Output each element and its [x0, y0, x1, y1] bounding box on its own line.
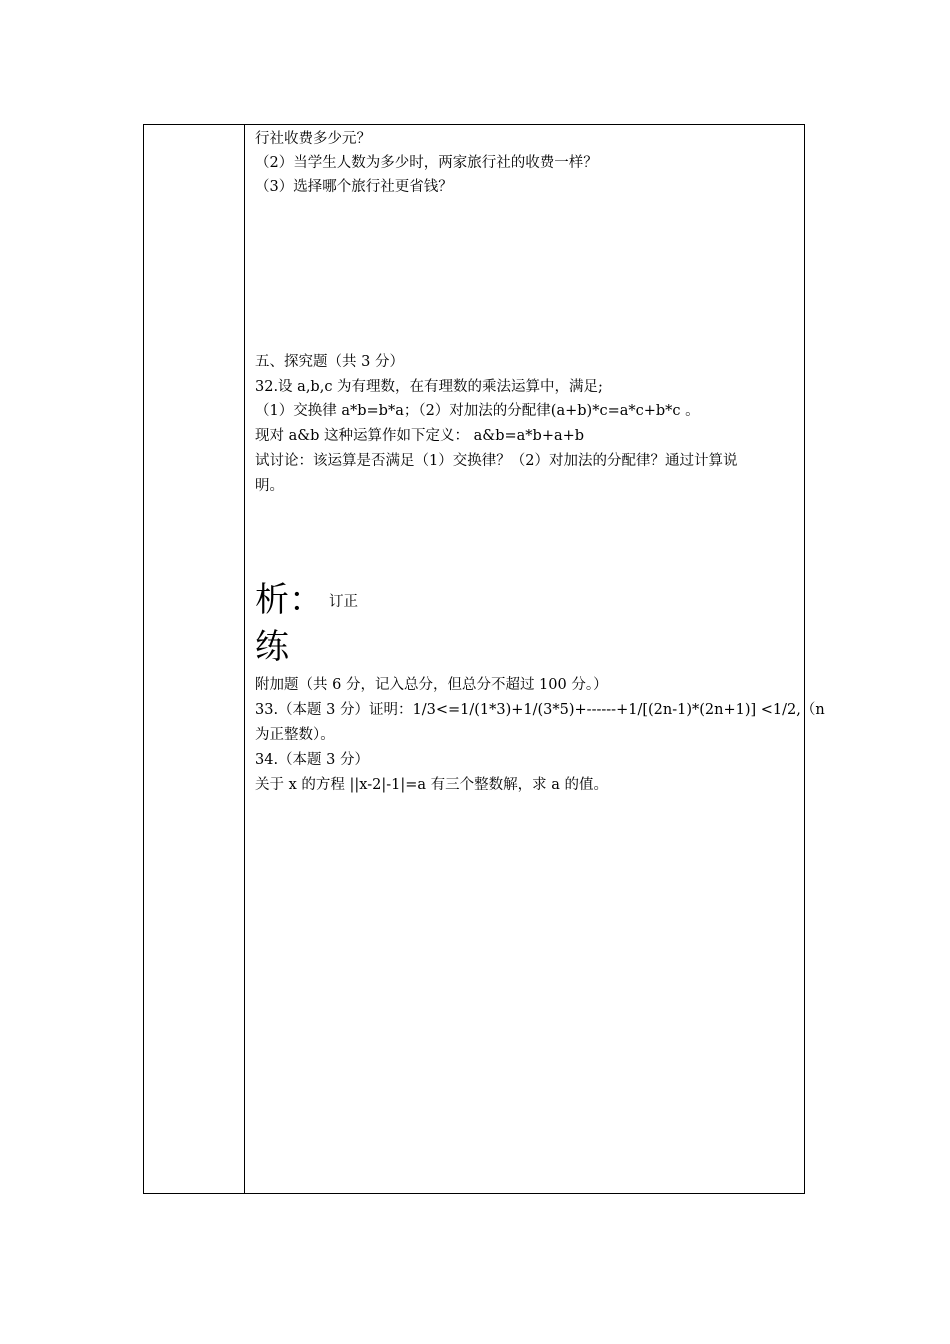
problem32-line1: 32.设 a,b,c 为有理数，在有理数的乘法运算中，满足;	[255, 379, 603, 395]
correction-label: 订正	[329, 594, 358, 610]
problem33-line1: 33.（本题 3 分）证明：1/3<=1/(1*3)+1/(3*5)+------+1/[(2n-1)*(2n+1)] <1/2,（n	[255, 702, 825, 718]
bonus-heading: 附加题（共 6 分，记入总分，但总分不超过 100 分。）	[255, 677, 608, 693]
problem33-line2: 为正整数）。	[255, 727, 335, 743]
section5-heading: 五、探究题（共 3 分）	[255, 354, 404, 370]
left-column-cell	[144, 125, 245, 1193]
right-column-cell	[245, 125, 825, 1193]
problem34-heading: 34.（本题 3 分）	[255, 752, 370, 768]
problem31-question3: （3）选择哪个旅行社更省钱？	[255, 179, 453, 195]
problem32-line4: 试讨论：该运算是否满足（1）交换律？（2）对加法的分配律？通过计算说	[255, 453, 738, 469]
problem31-line1: 行社收费多少元？	[255, 131, 371, 147]
lesson-table	[143, 124, 825, 1194]
analysis-char: 析：	[255, 580, 323, 620]
analysis-heading	[255, 580, 358, 622]
problem34-text: 关于 x 的方程 ||x-2|-1|=a 有三个整数解，求 a 的值。	[255, 777, 608, 793]
practice-char: 练	[255, 627, 289, 667]
problem32-line5: 明。	[255, 478, 284, 494]
problem31-question2: （2）当学生人数为多少时，两家旅行社的收费一样？	[255, 155, 598, 171]
problem32-line3: 现对 a&b 这种运算作如下定义： a&b=a*b+a+b	[255, 428, 585, 444]
problem32-line2: （1）交换律 a*b=b*a；（2）对加法的分配律(a+b)*c=a*c+b*c 。	[255, 403, 700, 419]
